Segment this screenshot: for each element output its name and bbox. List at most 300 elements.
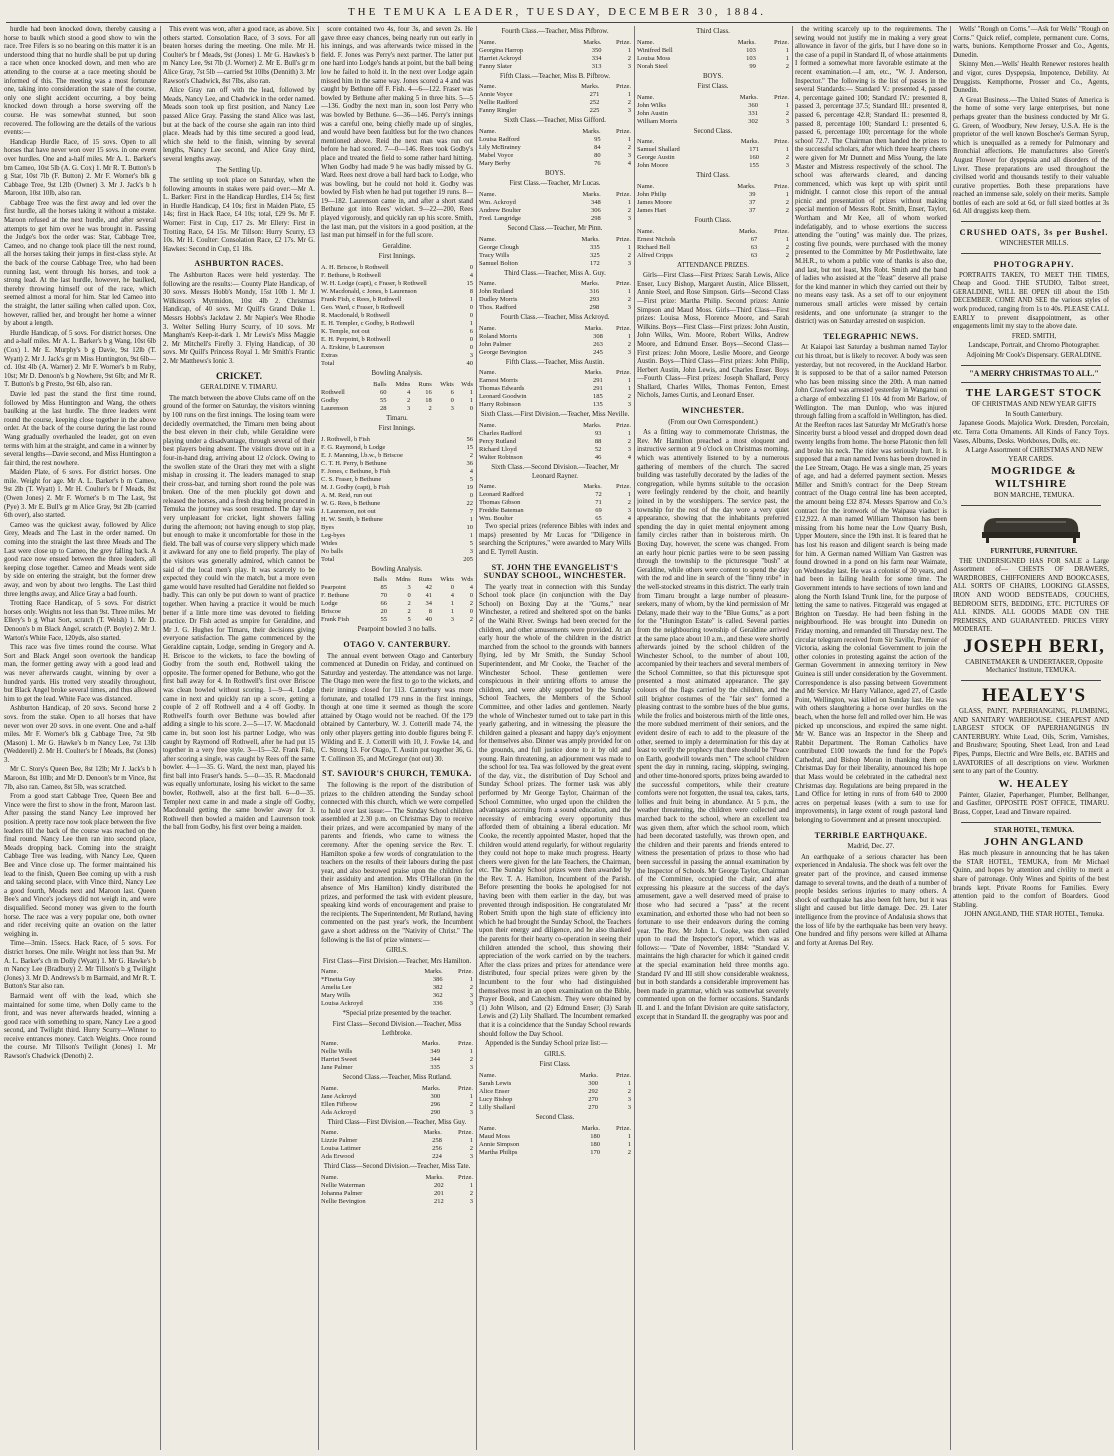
table-row	[479, 128, 631, 136]
table-cell: Marks.	[579, 1071, 599, 1079]
table-row	[479, 1072, 631, 1080]
table-cell: Prize.	[616, 190, 631, 198]
table-cell: 88	[594, 437, 602, 445]
table-cell: 2	[469, 984, 473, 992]
table-cell: 63	[750, 243, 758, 251]
table-cell: Marks.	[584, 324, 603, 332]
table-cell: 245	[593, 348, 603, 356]
table-cell: Total	[321, 360, 335, 368]
article-text: Time—3min. 15secs. Hack Race, of 5 sovs. For district horses. One mile. Weight not less than 9st. Mr A. L. Barker's ch m Dolly (Wyatt) 1. Mr G. Hawke's b m Nancy Lee (Bradbury) 2. Mr Tillson's b g Twilight (Jones) 3. Mr D. Andrews's b m Barmaid, and Mr R. T. Button's Star also ran.	[4, 940, 156, 991]
class-title: Fourth Class.—Teacher, Miss Pifbrow.	[501, 28, 609, 35]
table-cell: Wm. Boulter	[479, 515, 513, 523]
table-cell: Name.	[479, 127, 497, 135]
table-cell: Marks.	[737, 182, 756, 190]
prize-table	[479, 483, 631, 523]
table-cell: Ellen Fifbrow	[321, 1100, 358, 1108]
table-cell: 4	[469, 467, 473, 475]
table-cell: 313	[591, 62, 602, 70]
table-row	[637, 110, 789, 118]
table-row	[479, 1149, 631, 1157]
table-cell: 5	[469, 475, 473, 483]
table-row	[321, 1064, 473, 1072]
table-cell: Norah Steel	[637, 62, 668, 70]
table-cell: Name.	[637, 227, 655, 235]
table-row	[321, 524, 473, 532]
advert-divider	[961, 382, 1101, 383]
table-cell: George Austin	[637, 154, 675, 162]
table-cell: 0	[469, 336, 473, 344]
column-divider	[950, 26, 951, 1450]
table-row	[321, 968, 473, 976]
table-cell: 185	[593, 393, 603, 401]
table-cell: Louisa Latimer	[321, 1145, 361, 1153]
table-cell: 3	[627, 214, 631, 222]
table-cell: Prize.	[616, 483, 631, 491]
class-title: Second Class.—Teacher, Miss Rutland.	[342, 1074, 452, 1082]
table-row	[479, 136, 631, 144]
table-header-cell: Mdns	[395, 380, 411, 388]
table-row	[479, 83, 631, 91]
table-cell: Amelia Lee	[321, 984, 352, 992]
table-cell: Alfred Cripps	[637, 251, 673, 259]
table-subtitle: First Innings.	[378, 253, 416, 261]
class-title: Fifth Class.—Teacher, Miss Austin.	[505, 358, 605, 366]
table-cell: 3	[627, 401, 631, 409]
advert-subtitle: CABINETMAKER & UNDERTAKER, Opposite Mechanics' Institute, TEMUKA.	[965, 658, 1103, 675]
table-cell: Louisa Moss	[637, 54, 671, 62]
table-cell: 1	[627, 46, 631, 54]
table-cell: 70	[380, 592, 388, 600]
table-row	[321, 272, 473, 280]
table-cell: 3	[627, 62, 631, 70]
prize-table	[637, 94, 789, 126]
table-cell: Name.	[479, 235, 497, 243]
table-cell: Total	[321, 555, 335, 563]
table-cell: 3	[469, 1108, 473, 1116]
article-text: At Kaiapoi last Saturday a bushman named Taylor cut his throat, but is likely to recover. A body was seen yesterday, but not recovered, in the Auckland Harbor. It is supposed to be that of a sailor named Peterson who has been missing since the 20th. A man named John Crawford was arrested yesterday in Wanganui on a charge of embezzling £1 10s 4d from Mr Barlow, of Wellington. The man Dunlop, who was injured through falling from a scaffold in Wellington, has died. At the Reefton races last Saturday Mr McGrath's horse Sincerity burst a blood vessel and dropped down dead twenty lengths from home. The horse Platonic then fell and broke his neck. The rider was seriously hurt. It is supposed that a man named Ivens has been drowned in the Lee Stream, Otago. He was a single man, 25 years of age, and had a deferred payment section. Messrs Miller and Smith's contract for the Deep Stream contract of the Otago central line has been accepted, the amount being £32 874. Messrs Sparrow and Co.'s contract for the ironwork of the Waipaua viaduct is £12,922. A man named William Thomson has been missing from his home near the Low Quarry Bush, Upper Moutere, since the 19th inst. It is feared that he has lost his reason and diligent search is being made for him. A German named William Van Gastren was found drowned in a pond on his farm near Waimate, on Wednesday last. He was a colonist of 30 years, and had been in failing health for some time. The Government intends to have sections of town land and along the North Island Trunk line, for the purpose of letting the same to natives. Fitzgerald was engaged at Brighton on Tuesday. He had been fishing in the neighbourhood. He was brought into Dunedin on Friday morning, and remanded till Thursday next. The circular telegram received from Sir Saville, Premier of Victoria, asking the colonial Government to join the other colonies in protesting against the action of the German Government in annexing territory in New Guinea is still under consideration by the Government. Correspondence is also passing between Government and Mr Service. Mr Harry Vallance, aged 27, of Castle Point, Wellington, was killed on Sunday last. He was with others slaughtering a horse over hurdles on the beach, when the horse fell and rolled over him. He was picked up unconscious, and expired the same night. Mr W. Bance was an Inspector in the Sheep and Rabbit Department. The Roman Catholics have contributed £100 towards the fund for the Pope's Cathedral, and Bishop Moran in thanking them on Christmas Day for their liberality, announced his hope that Mass would be celebrated in the cathedral next Christmas day. Regulations are being prepared in the Land Office for letting in runs of from 640 to 2000 acres on perpetual leases (with a sum to use for improvements), in large extent of rough pastoral land belonging to Government and at present unoccupied.	[795, 344, 947, 825]
table-cell: 336	[432, 1000, 443, 1008]
table-cell: 1	[469, 531, 473, 539]
advert-divider	[961, 221, 1101, 222]
table-row	[479, 91, 631, 99]
table-cell: Frank Fish	[321, 616, 349, 624]
table-cell: 135	[593, 401, 603, 409]
advert-text: GLASS, PAINT, PAPERHANGING, PLUMBING, AND SANITARY WAREHOUSE. CHEAPEST AND LARGEST STOCK OF PAPERHANGINGS IN CANTERBURY. White Lead, Oils, Scrim, Varnishes, and Brushware; Spouting, Sheet Lead, Iron and Lead Pipes, Pumps, Electric and Wire Bells, etc. BATHS and LAVATORIES of all descriptions on view. Workmen sent to any part of the Country.	[953, 708, 1109, 776]
table-cell: 3	[407, 584, 411, 592]
table-cell: Prize.	[458, 1129, 473, 1137]
table-cell: Prize.	[616, 1124, 631, 1132]
table-cell: 291	[593, 377, 603, 385]
table-cell: Nellie Wills	[321, 1048, 353, 1056]
table-row	[479, 401, 631, 409]
table-header-cell: Wds	[461, 380, 473, 388]
table-cell: 1	[627, 288, 631, 296]
table-cell: 224	[432, 1153, 442, 1161]
table-header-cell: Runs	[418, 576, 433, 584]
table-row	[479, 207, 631, 215]
table-cell: 2	[627, 393, 631, 401]
table-cell: 3	[785, 117, 789, 125]
advert-subtitle: In South Canterbury.	[1005, 410, 1063, 418]
table-row	[321, 548, 473, 556]
table-header-cell: Wkts	[440, 576, 454, 584]
table-cell: 6	[469, 328, 473, 336]
table-cell: 1	[627, 91, 631, 99]
table-cell: Marks.	[583, 483, 602, 491]
table-cell: Name.	[321, 1129, 339, 1137]
table-header-cell: Wds	[461, 576, 473, 584]
table-row	[479, 99, 631, 107]
table-cell: Samuel Shallard	[637, 146, 680, 154]
table-cell: Marks.	[584, 369, 603, 377]
table-cell: 4	[407, 388, 411, 396]
table-cell: Prize.	[616, 235, 631, 243]
table-cell: Nellie Waterman	[321, 1181, 365, 1189]
column-4	[479, 26, 631, 1450]
table-cell: Name.	[479, 369, 497, 377]
advert-text: PORTRAITS TAKEN, TO MEET THE TIMES, Cheap and Good. THE STUDIO, Talbot street, GERALDINE, WILL BE OPEN till about the 15th DECEMBER. COME AND SEE the various styles of work produced, ranging from 1s to 40s. PLEASE CALL EARLY to prevent disappointment, as other engagements limit my stay to the above date.	[953, 271, 1109, 331]
table-cell: 316	[589, 288, 600, 296]
table-cell: 3	[407, 404, 411, 412]
table-cell: 2	[785, 62, 789, 70]
table-row	[479, 483, 631, 491]
section-subheading: ATTENDANCE PRIZES.	[677, 261, 749, 269]
advert-text: Painter, Glazier, Paperhanger, Plumber, Bellhanger, and Gasfitter, OPPOSITE POST OFFICE, TIMARU. Brass, Copper, Lead and Tinware repaired.	[953, 791, 1109, 816]
table-cell: Extras	[321, 352, 338, 360]
advert-divider	[961, 822, 1101, 823]
table-row	[479, 236, 631, 244]
table-cell: Andrew Boulter	[479, 206, 522, 214]
table-cell: 335	[590, 243, 600, 251]
prize-table	[479, 236, 631, 268]
class-title: Third Class.	[696, 172, 730, 180]
table-cell: 2	[627, 1087, 631, 1095]
table-cell: Leonard Radford	[479, 491, 524, 499]
table-row	[479, 1104, 631, 1112]
table-cell: H. W. Smith, b Bethune	[321, 515, 383, 523]
table-cell: 0	[469, 592, 473, 600]
table-row	[321, 1174, 473, 1182]
article-text: Mr C. Story's Queen Bee, 8st 12lb; Mr J. Jack's b h Maroon, 8st 10lb; and Mr D. Denoon's br m Vince, 8st 7lb, also ran. Cameo, 8st 5lb, was scratched.	[4, 766, 156, 791]
advert-text: A Large Assortment of CHRISTMAS AND NEW YEAR CARDS.	[965, 447, 1103, 463]
table-note: *Special prize presented by the teacher.	[342, 1010, 452, 1018]
prize-table	[321, 1040, 473, 1072]
article-text: Maiden Plate, of 6 sovs. For district horses. One mile. Weight for age. Mr A. L. Barker's b m Cameo, 9st 2lb (T. Wyatt) 1. Mr H. Coulter's br f Meads, 8st (Owen Jones) 2. Mr F. Worner's b m The Last, 9st (Pye) 3. Mr E. Bull's gr m Alice Gray, 9st 2lb (carried 6th over), also started.	[4, 469, 156, 520]
table-cell: Martha Philips	[479, 1148, 518, 1156]
table-row	[479, 430, 631, 438]
table-cell: Prize.	[774, 227, 789, 235]
table-cell: Marks.	[581, 1124, 600, 1132]
table-cell: 1	[469, 296, 473, 304]
table-row	[479, 377, 631, 385]
table-cell: 3	[450, 616, 454, 624]
section-heading: ASHBURTON RACES.	[194, 259, 284, 269]
table-cell: 2	[407, 396, 411, 404]
table-cell: 2	[627, 437, 631, 445]
table-row	[479, 199, 631, 207]
table-row	[321, 476, 473, 484]
table-cell: 2	[785, 206, 789, 214]
table-cell: 291	[593, 385, 603, 393]
table-cell: 1	[469, 1181, 473, 1189]
table-cell: Godby	[321, 396, 339, 404]
table-cell: 7	[469, 507, 473, 515]
table-cell: 69	[595, 507, 602, 515]
table-row	[321, 516, 473, 524]
prize-table	[321, 1085, 473, 1117]
table-cell: 300	[430, 1092, 441, 1100]
column-divider	[318, 26, 319, 1450]
table-row	[479, 1141, 631, 1149]
table-cell: 18	[425, 396, 432, 404]
table-cell: 202	[433, 1181, 444, 1189]
table-cell: Name.	[479, 190, 497, 198]
table-cell: 85	[380, 584, 388, 592]
table-cell: J. Rothwell, b Fish	[321, 435, 370, 443]
table-cell: C. T. H. Perry, b Bethune	[321, 459, 387, 467]
table-cell: John Palmer	[479, 340, 512, 348]
table-cell: J. Laurenson, not out	[321, 507, 376, 515]
table-row	[479, 341, 631, 349]
table-row	[321, 1000, 473, 1008]
table-row	[321, 1137, 473, 1145]
table-cell: Name.	[637, 138, 655, 146]
table-row	[321, 452, 473, 460]
table-cell: 2	[469, 600, 473, 608]
advert-title: JOHN ANGLAND	[983, 836, 1085, 849]
table-row	[479, 1088, 631, 1096]
article-text: hurdle had been knocked down, thereby causing a horse to baulk which stood a good show to win the race. Tree Fifers is so no bearing on this matter it is an understood thing that no hurdle shall be put up during a race when once knocked down, and men who are attending to the course at a race meeting should be informed of this. The meeting was a most fortunate one, taking into consideration the state of the course, only one slight accident occurring, a boy being knocked down through a horse swerving off the course. He was somewhat stunned, but soon recovered. The following are the details of the various events:—	[4, 26, 156, 137]
advert-divider	[961, 505, 1101, 506]
table-cell: W. G. Rees, b Bethune	[321, 499, 381, 507]
table-cell: Prize.	[774, 93, 789, 101]
table-row	[321, 352, 473, 360]
table-cell: Samuel Bolton	[479, 259, 518, 267]
table-cell: Lizzie Palmer	[321, 1137, 358, 1145]
table-row	[479, 160, 631, 168]
table-cell: 252	[589, 99, 600, 107]
table-cell: 0	[469, 491, 473, 499]
class-title: First Class—Second Division.—Teacher, Miss Lethbroke.	[332, 1020, 462, 1037]
class-title: First Class.	[697, 83, 729, 91]
table-row	[321, 468, 473, 476]
table-cell: 1	[450, 608, 454, 616]
table-cell: 3	[627, 507, 631, 515]
table-cell: 0	[469, 312, 473, 320]
table-cell: 350	[591, 46, 602, 54]
table-cell: 1	[450, 600, 454, 608]
table-row	[479, 393, 631, 401]
advert-title: STAR HOTEL, TEMUKA.	[993, 826, 1075, 834]
article-text: Alice Gray ran off with the lead, followed by Meads, Nancy Lee, and Chadwick in the order named. Meads soon took up first position, and Nancy Lee passed Alice Gray. Passing the stand Alice was last, but at the back of the course she again ran into third place. Meads had by this time secured a good lead, which she held to the finish, winning by several lengths, Nancy Lee second, and Alice Gray third, several lengths away.	[163, 87, 315, 163]
table-cell: R. Macdonald, b Rothwell	[321, 312, 390, 320]
table-cell: 180	[590, 1132, 600, 1140]
table-cell: 306	[590, 206, 601, 214]
table-cell: 1	[627, 377, 631, 385]
column-3	[321, 26, 473, 1450]
table-cell: Ada Ackroyd	[321, 1108, 356, 1116]
table-cell: 3	[627, 107, 631, 115]
table-cell: Ada Erwood	[321, 1153, 355, 1161]
table-row	[637, 199, 789, 207]
table-cell: Name.	[479, 324, 497, 332]
table-row	[637, 118, 789, 126]
table-row	[637, 146, 789, 154]
advert-signature: FRED. SMITH,	[1011, 332, 1057, 340]
table-cell: 103	[746, 46, 756, 54]
table-cell: 290	[430, 1108, 441, 1116]
table-row	[479, 446, 631, 454]
table-cell: Sarah Lewis	[479, 1079, 512, 1087]
table-row	[479, 47, 631, 55]
table-cell: 5	[407, 616, 411, 624]
table-cell: E. H. Templer, c Godby, b Rothwell	[321, 320, 415, 328]
table-cell: 2	[785, 198, 789, 206]
article-text: Ashburton Handicap, of 20 sovs. Second horse 2 sovs. from the stake. Open to all horses that have never won over 20 sovs. in one event. One and a-half miles. Mr F. Worner's blk g Cabbage Tree, 7st 9lb (Mason) 1. Mr G. Hawke's b m Nancy Lee, 7st 13lb (Wedderell) 2. Mr H. Coulter's br f Meads, 8st (Jones) 3.	[4, 705, 156, 764]
table-cell: 103	[746, 54, 756, 62]
table-cell: 2	[627, 296, 631, 304]
score-table	[321, 264, 473, 368]
table-row	[321, 1145, 473, 1153]
section-heading: CRICKET.	[215, 371, 262, 382]
table-cell: 93	[594, 429, 602, 437]
table-cell: George Bevington	[479, 348, 527, 356]
table-cell: 293	[589, 296, 600, 304]
table-row	[637, 244, 789, 252]
class-title: Fourth Class.	[694, 216, 732, 224]
prize-table	[637, 39, 789, 71]
table-row	[321, 984, 473, 992]
table-cell: Leg-byes	[321, 531, 346, 539]
table-cell: Marks.	[581, 235, 600, 243]
table-cell: 270	[588, 1095, 599, 1103]
table-cell: 1	[785, 46, 789, 54]
table-cell: 2	[627, 54, 631, 62]
prize-table	[321, 968, 473, 1008]
table-row	[321, 584, 473, 592]
table-cell: 386	[432, 976, 443, 984]
article-text: An earthquake of a serious character has been experienced in Andalusia. The shock was felt over the greater part of the province, and caused immense damage to several towns, and the death of a number of people besides serious injuries to many others. A shock of earthquake has also been felt here, but it was slight and caused but little damage. Dec. 29. Later intelligence from the province of Andalusia shows that the loss of life by the earthquake has been very heavy. One hundred and fifty persons were killed at Alhama and forty at Arenas Del Rey.	[795, 853, 947, 947]
table-cell: Georgina Harrop	[479, 46, 524, 54]
table-header-row	[321, 576, 473, 584]
table-cell: 298	[589, 304, 600, 312]
table-cell: 1	[627, 1132, 631, 1140]
table-cell: Maud Moss	[479, 1132, 510, 1140]
table-cell: 0	[469, 304, 473, 312]
table-cell: Harriet Ackroyd	[479, 54, 522, 62]
table-row	[479, 191, 631, 199]
table-cell: 2	[627, 1148, 631, 1156]
table-cell: Mary Wills	[321, 992, 351, 1000]
table-row	[321, 616, 473, 624]
table-row	[637, 55, 789, 63]
score-table	[321, 436, 473, 564]
table-row	[479, 515, 631, 523]
table-cell: 10	[466, 523, 473, 531]
article-text: The match between the above Clubs came off on the ground of the former on Saturday, the visitors winning by 100 runs on the first innings. The losing team were decidedly overmatched, the Timaru men being about the best eleven in their club, while Geraldine were playing under a disadvantage, through several of their best players being absent. The visitors drove out in a four-in-hand drag, arriving about 12 o'clock. Owing to the swollen state of the Orari they met with a slight mishap in crossing it. The leaders managed to snap their cross-bar, and turning short round the pole was broken. One of the men pluckily got down and released the horses, and a fresh drag being procured in Temuka the journey was soon resumed. The day was very unpleasant for cricket, light showers falling during the afternoon; not having enough to stop play, but enough to make it uncomfortable for those in the field. The ball was of course very slippery which made it awkward for any one to field properly. The play of the visitors was generally admired, which cannot be said of the local men's play. It was scarcely to be expected they could win the match, but a more even game would have resulted had Geraldine not fielded so badly. This can only be put down to want of practice together. When having a practice it would be much better if a little more time was devoted to fielding practice. Dr Fish acted as umpire for Geraldine, and Mr J. G. Hughes for Timaru, their decisions giving everyone satisfaction. The game commenced by the Geraldine captain, Lodge, sending in Gregory and A. H. Briscoe to the wickets, to face the bowling of Godby from the south end, Rothwell taking the opposite. The former opened for Bethune, who got the first ball away for 4. In Rothwell's first over Briscoe was clean bowled without scoring. 1—9—4. Lodge came in next and quickly ran up a score, getting a couple of 2 off Rothwell and a 4 off Godby. In Rothwell's fourth over Bethune was bowled after adding a single to his score. 2—5—17. W. Macdonald came in, but soon lost his partner Lodge, who was caught by Raymond off Rothwell, after he had put 15 together in a very free style. 3—15—32. Frank Fish, after scoring a single, was caught by Rees off the same bowler. 4—1—35. G. Ward, the next man, played his first ball into Fraser's hands. 5—0—35. R. Macdonald was equally unfortunate, losing his wicket to the same bowler, Rothwell, also at the first ball. 6—0—35. Templer next came in and made a single off Godby, Macdonald getting the same bowler away for 3. Rothwell then bowled a maiden and Laurenson took the ball from Godby, his first over being a maiden.	[163, 394, 315, 832]
table-row	[321, 436, 473, 444]
table-cell: W. H. Lodge (capt), c Fraser, b Rothwell	[321, 280, 427, 288]
table-cell: Jane Ackroyd	[321, 1092, 357, 1100]
article-text: Handicap Hurdle Race, of 15 sovs. Open to all horses that have never won over 15 sovs. in one event over hurdles. One and a-half miles. Mr A. L. Barker's bm Cameo, 10st 5lb (A. G. Cox) 1. Mr R. T. Button's b g Star, 10st 7lb (F. Button) 2. Mr F. Worner's blk g Cabbage Tree, 9st 12lb (Owner) 3. Mr J. Jack's b h Maroon, 10st 10lb, also ran.	[4, 138, 156, 198]
table-row	[321, 397, 473, 405]
table-cell: 2	[469, 451, 473, 459]
table-row	[321, 389, 473, 397]
article-text: Cameo was the quickest away, followed by Alice Grey, Meads and The Last in the order named. On coming into the straight the last three Meads and The Last were close up to Cameo, the grey falling back. A good race now ensued between the three leaders, all keeping close together. Cameo and Meads went side by side on entering the straight, but the former drew away, and won by about two lengths. The Last third three lengths away, and Alice Gray a bad fourth.	[4, 521, 156, 598]
table-row	[479, 507, 631, 515]
table-cell: 4	[627, 515, 631, 523]
table-cell: 66	[380, 600, 388, 608]
table-cell: 1	[785, 190, 789, 198]
table-row	[321, 264, 473, 272]
bowling-table	[321, 576, 473, 624]
table-cell: 2	[469, 1100, 473, 1108]
table-cell: 201	[433, 1189, 444, 1197]
table-cell: Prize.	[616, 38, 631, 46]
column-6	[795, 26, 947, 1450]
table-cell: 0	[469, 608, 473, 616]
table-cell: 2	[428, 404, 432, 412]
table-cell: Name.	[637, 93, 655, 101]
table-cell: Prize.	[616, 280, 631, 288]
advert-signature: Landscape, Portrait, and Chromo Photographer.	[968, 342, 1100, 350]
table-cell: E. H. Perpoint, b Rothwell	[321, 336, 391, 344]
table-cell: 0	[407, 592, 411, 600]
table-cell: 3	[469, 1000, 473, 1008]
table-row	[321, 1198, 473, 1206]
table-cell: Lodge	[321, 600, 338, 608]
list-title: BOYS.	[544, 169, 566, 177]
table-cell: Harry Robinson	[479, 401, 521, 409]
table-cell: Leonard Goodwin	[479, 393, 527, 401]
table-cell: Pearpoint	[321, 584, 346, 592]
table-cell: 348	[590, 198, 601, 206]
article-text: This race was five times round the course. What Sort and Black Angel soon overtook the handicap man, the former getting away with a good lead and was never afterwards caught, winning by over a hundred yards. His trotted very steadily throughout, but Black Angel broke several times, and thus allowed him to get the lead. White Face was distanced.	[4, 644, 156, 703]
table-cell: 8	[428, 608, 433, 616]
table-cell: Prize.	[616, 324, 631, 332]
table-cell: No balls	[321, 547, 343, 555]
table-row	[479, 296, 631, 304]
table-cell: 2	[627, 143, 631, 151]
table-cell: Lucy Bishop	[479, 1095, 513, 1103]
table-cell: Johanna Palmer	[321, 1189, 363, 1197]
table-row	[479, 244, 631, 252]
table-cell: 3	[627, 348, 631, 356]
table-cell: 84	[594, 143, 601, 151]
article-text: The Ashburton Races were held yesterday. The following are the results:— County Plate Handicap, of 30 sovs. Messrs Hobb's Mondy, 15st 10lb 1. Mr J. Wilkinson's Myrmidon, 10st 4lb 2. Christmas Handicap, of 40 sovs. Mr Quill's Grand Duke 1. Messrs Hobbs's Jackdaw 2. Mr Napier's Wee Rhodie 3. Welter Selling Hurry Scurry, of 10 sovs. Mr Mangham's Keep-it-dark 1. Mr Lewis's Miss Maggie 2. Mr Mitchell's Firefly 3. Flying Handicap, of 30 sovs. Mr Quill's Princess Royal 1. Mr Smith's Frantic 2. Mr Matthews's Ionic 3.	[163, 272, 315, 365]
table-cell: Name.	[321, 968, 339, 976]
table-cell: Name.	[479, 38, 497, 46]
table-row	[479, 325, 631, 333]
table-row	[479, 1133, 631, 1141]
table-cell: 170	[590, 1148, 600, 1156]
table-row	[321, 992, 473, 1000]
table-cell: Laurenson	[321, 404, 349, 412]
table-cell: John Moore	[637, 162, 669, 170]
table-cell: Marks.	[425, 1173, 444, 1181]
table-cell: 3	[627, 1103, 631, 1111]
table-cell: John Philip	[637, 190, 667, 198]
table-cell: Marks.	[740, 138, 760, 146]
table-row	[321, 532, 473, 540]
prize-table	[479, 1125, 631, 1157]
table-cell: 4	[450, 592, 454, 600]
advert-divider	[961, 680, 1101, 681]
table-cell: 3	[469, 1197, 473, 1205]
article-text: The settling up took place on Saturday, when the following amounts in stakes were paid over:—Mr A. L. Barker: First in the Handicap Hurdles, £14 5s; first in Hurdle Handicap, £4 10s; first in Maiden Plate, £5 14s; first in Hack Race, £4 10s; total, £29 9s. Mr F. Worner: First in Cup, £17 2s. Mr Ellery: First in Trotting Race, £4 15s. Mr Tillson: Hurry Scurry, £3 10s. Mr H. Coulter: Consolation Race, £2 17s. Mr G. Hawkes: Second in Cup, £1 18s.	[163, 177, 315, 253]
class-title: Second Class.—Teacher, Mr Pinn.	[507, 224, 603, 232]
table-row	[321, 280, 473, 288]
